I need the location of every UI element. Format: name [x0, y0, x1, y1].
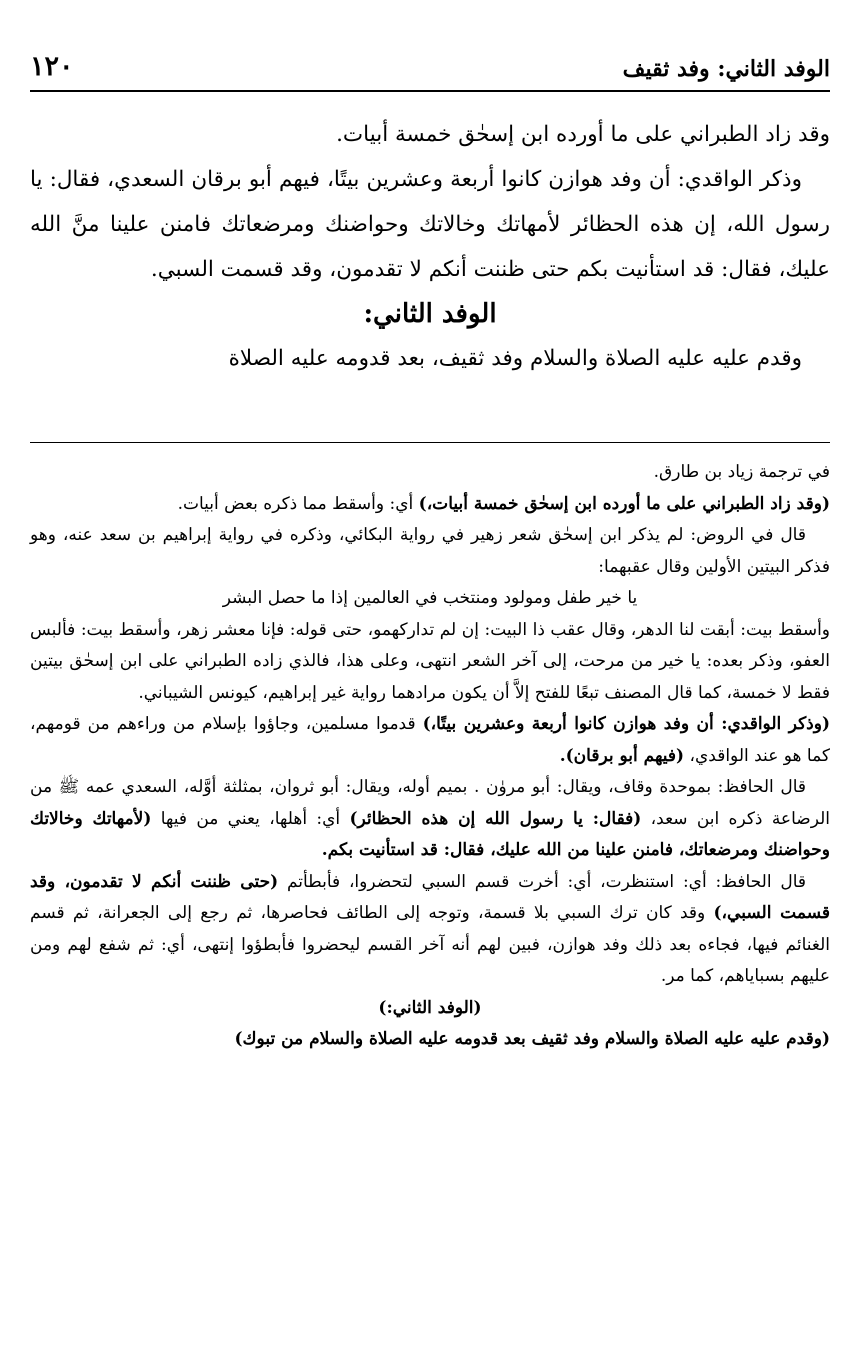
main-paragraph-1: وقد زاد الطبراني على ما أورده ابن إسحٰق خمسة أبيات.: [336, 122, 830, 147]
commentary-text: [30, 457, 830, 1056]
commentary-text-span: قال الحافظ: أي: استنظرت، أي: أخرت قسم السبي لتحضروا، فأبطأتم: [278, 871, 807, 892]
commentary-text-span: قدموا مسلمين، وجاؤوا بإسلام من وراءهم من قومهم، كما هو عند الواقدي،: [30, 714, 830, 766]
commentary-text-span: أي: أهلها، يعني من فيها: [151, 808, 350, 829]
commentary-paragraph-1: في ترجمة زياد بن طارق.: [653, 462, 830, 482]
main-text: [30, 112, 830, 381]
quoted-text: (فيهم أبو برقان).: [559, 745, 685, 766]
section-heading: الوفد الثاني:: [363, 299, 497, 329]
quoted-text: (فقال: يا رسول الله إن هذه الحظائر): [349, 808, 642, 829]
quoted-text: (حتى ظننت أنكم لا تقدمون، وقد قسمت السبي،): [30, 871, 830, 923]
quoted-text: (لأمهاتك وخالاتك وحواضنك ومرضعاتك، فامنن علينا من الله عليك، فقال: قد استأنيت بكم.: [30, 808, 830, 860]
quoted-text: (وقد زاد الطبراني على ما أورده ابن إسحٰق خمسة أبيات،): [418, 493, 830, 514]
commentary-paragraph-9: (وقدم عليه عليه الصلاة والسلام وفد ثقيف بعد قدومه عليه الصلاة والسلام من تبوك): [234, 1029, 830, 1049]
commentary-text-span: قال الحافظ: بموحدة وقاف، ويقال: أبو مروٰن . بميم أوله، ويقال: أبو ثروان، بمثلثة أوَّله، السعدي عمه ﷺ من الرضاعة ذكره ابن سعد،: [30, 777, 830, 829]
page-number: ١٢٠: [30, 51, 74, 82]
commentary-text-span: وقد كان ترك السبي بلا قسمة، وتوجه إلى الطائف فحاصرها، ثم رجع إلى الجعرانة، ثم قسم الغنائم فيها، فجاءه بعد ذلك وفد هوازن، فبين لهم أنه آخر القسم ليحضروا فأبطؤوا إنتهى، أي: ثم شفع لهم ومن عليهم بسباياهم، كما مر.: [30, 903, 830, 986]
main-paragraph-2: وذكر الواقدي: أن وفد هوازن كانوا أربعة وعشرين بيتًا، فيهم أبو برقان السعدي، فقال: يا رسول الله، إن هذه الحظائر لأمهاتك وخالاتك وحواضنك ومرضعاتك فامنن علينا منَّ الله عليك، فقال: قد استأنيت بكم حتى ظننت أنكم لا تقدمون، وقد قسمت السبي.: [30, 167, 830, 282]
commentary-paragraph-5: [30, 709, 830, 772]
page-header: [30, 40, 830, 92]
poem-verse: يا خير طفل ومولود ومنتخب في العالمين إذا ما حصل البشر: [222, 588, 638, 608]
quoted-text: (وذكر الواقدي: أن وفد هوازن كانوا أربعة وعشرين بيتًا،): [422, 714, 830, 734]
commentary-text-span: أي: وأسقط مما ذكره بعض أبيات.: [177, 493, 419, 514]
footnote-separator: [30, 442, 830, 443]
commentary-heading: (الوفد الثاني:): [378, 997, 482, 1018]
main-paragraph-3: وقدم عليه عليه الصلاة والسلام وفد ثقيف، بعد قدومه عليه الصلاة: [228, 346, 802, 371]
commentary-paragraph-2: [30, 489, 830, 521]
commentary-paragraph-4: وأسقط بيت: أبقت لنا الدهر، وقال عقب ذا البيت: إن لم تداركهمو، حتى قوله: فإنا معشر زهر، وأسقط بيت: فألبس العفو، وذكر بعده: يا خير من مرحت، إلى آخر الشعر انتهى، وعلى هذا، فالذي زاده الطبراني على ابن إسحٰق بيتين فقط لا خمسة، كما قال المصنف تبعًا للفتح إلاَّ أن يكون مرادهما رواية غير إبراهيم، كيونس الشيباني.: [30, 619, 830, 703]
commentary-paragraph-3: قال في الروض: لم يذكر ابن إسحٰق شعر زهير في رواية البكائي، وذكره في رواية إبراهيم بن سعد عنه، وهو فذكر البيتين الأولين وقال عقبهما:: [30, 525, 830, 577]
commentary-paragraph-6: [30, 772, 830, 867]
commentary-paragraph-7: [30, 867, 830, 993]
running-title: الوفد الثاني: وفد ثقيف: [622, 56, 830, 82]
